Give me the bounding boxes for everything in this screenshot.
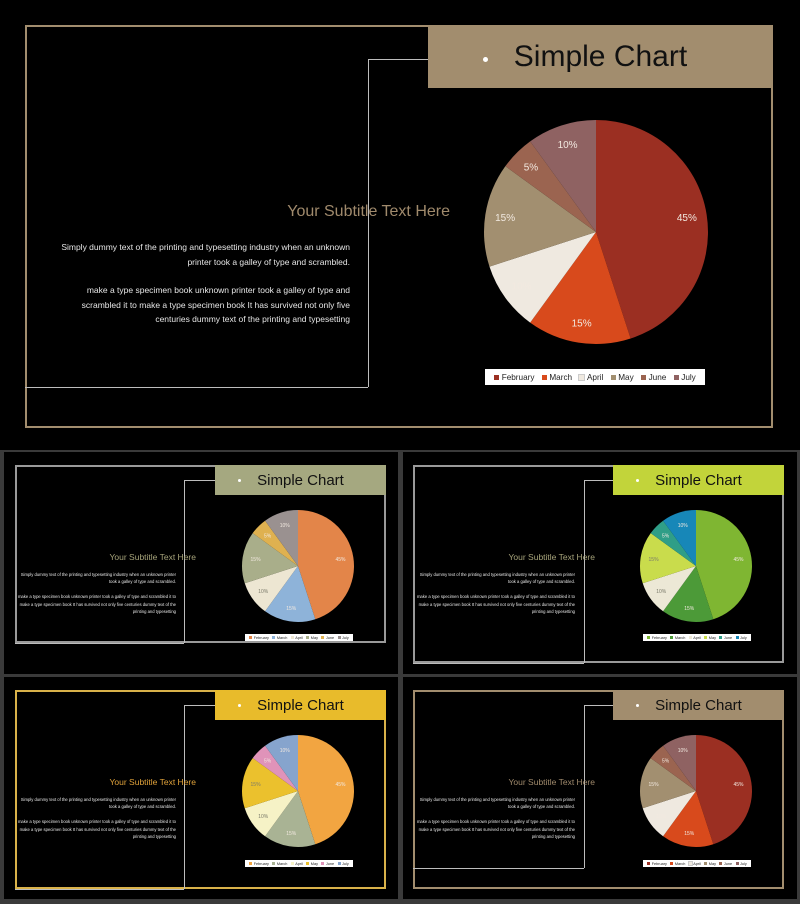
paragraph-2: make a type specimen book unknown printer took a galley of type and scrambled it to make a type specimen book It has survived not only five centuries dummy text of the printing and typesetting bbox=[416, 594, 575, 614]
legend-label: March bbox=[276, 635, 288, 640]
legend-label: April bbox=[295, 635, 303, 640]
slice-value-label: 10% bbox=[677, 522, 688, 529]
slice-value-label: 10% bbox=[279, 747, 290, 754]
legend-swatch bbox=[611, 375, 616, 380]
legend-item-may bbox=[306, 636, 318, 640]
slice-value-label: 45% bbox=[733, 782, 744, 789]
legend-label: March bbox=[276, 861, 288, 866]
legend-item-july bbox=[338, 636, 349, 640]
title-banner bbox=[215, 465, 386, 495]
slice-value-label: 10% bbox=[258, 589, 269, 596]
paragraph-2: make a type specimen book unknown printer took a galley of type and scrambled it to make a type specimen book It has survived not only five centuries dummy text of the printing and typesetting bbox=[416, 819, 575, 839]
slice-value-label: 5% bbox=[263, 533, 272, 540]
connector-bottom-line bbox=[413, 868, 584, 869]
slice-value-label: 5% bbox=[661, 758, 670, 765]
legend-swatch bbox=[579, 375, 584, 380]
subtitle-text: Your Subtitle Text Here bbox=[109, 777, 196, 787]
legend-item-june bbox=[719, 636, 732, 640]
legend-item-july bbox=[674, 373, 696, 382]
slice-value-label: 10% bbox=[258, 814, 269, 821]
legend-item-march bbox=[670, 862, 685, 866]
slide-title: Simple Chart bbox=[257, 471, 344, 489]
pie-chart bbox=[482, 118, 710, 346]
legend-swatch bbox=[321, 862, 324, 865]
connector-dot bbox=[636, 704, 639, 707]
legend-item-march bbox=[542, 373, 572, 382]
slide-title: Simple Chart bbox=[655, 696, 742, 714]
connector-dot bbox=[238, 479, 241, 482]
legend-item-february bbox=[249, 636, 269, 640]
legend-swatch bbox=[249, 636, 252, 639]
title-banner bbox=[613, 465, 784, 495]
legend-label: May bbox=[310, 635, 318, 640]
slice-value-label: 15% bbox=[684, 831, 695, 838]
connector-vertical-line bbox=[184, 705, 185, 889]
legend-label: April bbox=[586, 372, 604, 382]
legend-item-may bbox=[704, 636, 716, 640]
slice-value-label: 10% bbox=[656, 814, 667, 821]
slice-value-label: 45% bbox=[676, 213, 697, 225]
connector-dot bbox=[636, 479, 639, 482]
legend-item-june bbox=[321, 862, 334, 866]
subtitle-text: Your Subtitle Text Here bbox=[508, 552, 595, 562]
legend-swatch bbox=[689, 636, 692, 639]
legend-label: February bbox=[651, 861, 667, 866]
legend-item-may bbox=[306, 862, 318, 866]
pie-chart bbox=[638, 508, 754, 624]
slice-value-label: 10% bbox=[279, 522, 290, 529]
slice-value-label: 10% bbox=[511, 281, 532, 293]
legend-item-july bbox=[736, 862, 747, 866]
chart-legend bbox=[245, 860, 353, 867]
legend-swatch bbox=[338, 862, 341, 865]
legend-item-june bbox=[641, 373, 666, 382]
legend-swatch bbox=[670, 862, 673, 865]
legend-item-may bbox=[611, 373, 634, 382]
legend-label: June bbox=[723, 861, 733, 866]
slice-value-label: 5% bbox=[263, 758, 272, 765]
paragraph-2: make a type specimen book unknown printer took a galley of type and scrambled it to make a type specimen book It has survived not only five centuries dummy text of the printing and typesetting bbox=[17, 819, 176, 839]
legend-item-july bbox=[338, 862, 349, 866]
slice-value-label: 10% bbox=[656, 589, 667, 596]
chart-legend bbox=[485, 369, 705, 385]
slice-value-label: 10% bbox=[557, 140, 578, 152]
legend-swatch bbox=[736, 636, 739, 639]
slice-value-label: 45% bbox=[335, 782, 346, 789]
legend-swatch bbox=[272, 636, 275, 639]
legend-swatch bbox=[704, 636, 707, 639]
legend-label: July bbox=[342, 861, 349, 866]
connector-dot bbox=[238, 704, 241, 707]
legend-swatch bbox=[719, 636, 722, 639]
legend-label: April bbox=[295, 861, 303, 866]
legend-swatch bbox=[647, 636, 650, 639]
legend-swatch bbox=[338, 636, 341, 639]
legend-label: July bbox=[740, 635, 747, 640]
legend-item-april bbox=[689, 862, 701, 866]
title-banner bbox=[613, 690, 784, 720]
legend-item-april bbox=[579, 373, 603, 382]
legend-item-february bbox=[647, 636, 667, 640]
connector-bottom-line bbox=[15, 889, 184, 890]
chart-legend bbox=[643, 634, 751, 641]
pie-chart bbox=[638, 733, 754, 849]
slice-value-label: 5% bbox=[661, 533, 670, 540]
slice-value-label: 15% bbox=[648, 557, 659, 564]
title-banner bbox=[428, 25, 773, 88]
title-banner bbox=[215, 690, 386, 720]
legend-item-april bbox=[689, 636, 701, 640]
slice-value-label: 45% bbox=[733, 557, 744, 564]
legend-item-july bbox=[736, 636, 747, 640]
legend-swatch bbox=[674, 375, 679, 380]
legend-label: April bbox=[693, 861, 701, 866]
legend-label: July bbox=[740, 861, 747, 866]
legend-swatch bbox=[647, 862, 650, 865]
slice-value-label: 15% bbox=[684, 606, 695, 613]
paragraph-1: Simply dummy text of the printing and typesetting industry when an unknown printer took a galley of type and scrambled. bbox=[419, 572, 575, 585]
connector-bottom-line bbox=[15, 643, 184, 644]
legend-item-june bbox=[321, 636, 334, 640]
legend-item-march bbox=[272, 636, 287, 640]
body-text bbox=[16, 796, 176, 840]
legend-swatch bbox=[689, 862, 692, 865]
legend-label: February bbox=[501, 372, 535, 382]
paragraph-1: Simply dummy text of the printing and typesetting industry when an unknown printer took a galley of type and scrambled. bbox=[419, 797, 575, 810]
body-text bbox=[415, 571, 575, 615]
legend-label: March bbox=[549, 372, 573, 382]
paragraph-2: make a type specimen book unknown printer took a galley of type and scrambled it to make a type specimen book It has survived not only five centuries dummy text of the printing and typesetting bbox=[81, 285, 350, 324]
subtitle-text: Your Subtitle Text Here bbox=[109, 552, 196, 562]
legend-item-april bbox=[291, 862, 303, 866]
pie-chart bbox=[240, 508, 356, 624]
legend-swatch bbox=[272, 862, 275, 865]
legend-swatch bbox=[736, 862, 739, 865]
paragraph-1: Simply dummy text of the printing and typesetting industry when an unknown printer took a galley of type and scrambled. bbox=[20, 797, 176, 810]
legend-swatch bbox=[542, 375, 547, 380]
legend-item-march bbox=[272, 862, 287, 866]
subtitle-text: Your Subtitle Text Here bbox=[508, 777, 595, 787]
slide-title: Simple Chart bbox=[655, 471, 742, 489]
legend-label: March bbox=[674, 861, 686, 866]
legend-label: June bbox=[325, 861, 335, 866]
legend-label: February bbox=[651, 635, 667, 640]
subtitle-text: Your Subtitle Text Here bbox=[287, 203, 450, 220]
legend-label: June bbox=[325, 635, 335, 640]
slice-value-label: 15% bbox=[495, 213, 516, 225]
legend-swatch bbox=[291, 862, 294, 865]
legend-label: February bbox=[253, 635, 269, 640]
legend-swatch bbox=[494, 375, 499, 380]
legend-item-may bbox=[704, 862, 716, 866]
legend-label: February bbox=[253, 861, 269, 866]
legend-swatch bbox=[306, 862, 309, 865]
connector-dot bbox=[483, 57, 488, 62]
legend-label: May bbox=[310, 861, 318, 866]
connector-vertical-line bbox=[584, 480, 585, 663]
slice-value-label: 15% bbox=[286, 831, 297, 838]
legend-label: May bbox=[708, 635, 716, 640]
legend-label: July bbox=[342, 635, 349, 640]
legend-label: June bbox=[723, 635, 733, 640]
slice-value-label: 45% bbox=[335, 557, 346, 564]
legend-swatch bbox=[291, 636, 294, 639]
legend-label: March bbox=[674, 635, 686, 640]
slice-value-label: 10% bbox=[677, 747, 688, 754]
legend-label: May bbox=[708, 861, 716, 866]
slice-value-label: 5% bbox=[523, 162, 539, 174]
slide-title: Simple Chart bbox=[513, 39, 688, 73]
paragraph-2: make a type specimen book unknown printer took a galley of type and scrambled it to make a type specimen book It has survived not only five centuries dummy text of the printing and typesetting bbox=[17, 594, 176, 614]
slice-value-label: 15% bbox=[571, 318, 592, 330]
chart-legend bbox=[643, 860, 751, 867]
legend-item-february bbox=[249, 862, 269, 866]
legend-item-june bbox=[719, 862, 732, 866]
legend-swatch bbox=[249, 862, 252, 865]
slice-value-label: 15% bbox=[648, 782, 659, 789]
connector-bottom-line bbox=[413, 663, 584, 664]
body-text bbox=[16, 571, 176, 615]
slide-title: Simple Chart bbox=[257, 696, 344, 714]
legend-item-march bbox=[670, 636, 685, 640]
slice-value-label: 15% bbox=[250, 782, 261, 789]
legend-label: May bbox=[618, 372, 634, 382]
chart-legend bbox=[245, 634, 353, 641]
legend-item-april bbox=[291, 636, 303, 640]
paragraph-1: Simply dummy text of the printing and typesetting industry when an unknown printer took a galley of type and scrambled. bbox=[20, 572, 176, 585]
slice-value-label: 15% bbox=[250, 557, 261, 564]
legend-swatch bbox=[306, 636, 309, 639]
legend-swatch bbox=[641, 375, 646, 380]
legend-swatch bbox=[321, 636, 324, 639]
legend-swatch bbox=[670, 636, 673, 639]
legend-item-february bbox=[647, 862, 667, 866]
slice-value-label: 15% bbox=[286, 606, 297, 613]
connector-bottom-line bbox=[25, 387, 368, 388]
legend-label: June bbox=[648, 372, 667, 382]
legend-label: July bbox=[681, 372, 696, 382]
legend-item-february bbox=[494, 373, 534, 382]
legend-swatch bbox=[704, 862, 707, 865]
body-text bbox=[50, 240, 350, 327]
pie-chart bbox=[240, 733, 356, 849]
legend-swatch bbox=[719, 862, 722, 865]
body-text bbox=[415, 796, 575, 840]
connector-vertical-line bbox=[368, 59, 369, 387]
legend-label: April bbox=[693, 635, 701, 640]
paragraph-1: Simply dummy text of the printing and typesetting industry when an unknown printer took a galley of type and scrambled. bbox=[61, 242, 350, 267]
